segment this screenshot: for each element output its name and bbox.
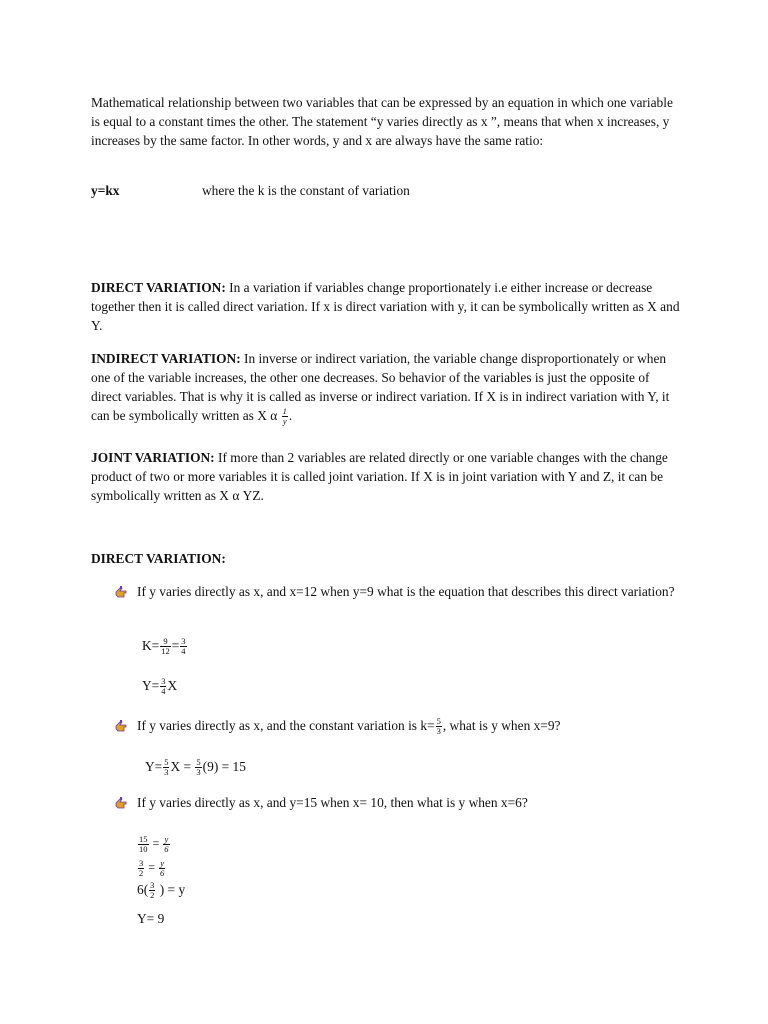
equals: =: [152, 836, 160, 850]
fraction: [163, 835, 169, 854]
fraction: [195, 758, 201, 777]
line-prefix: 6(: [137, 882, 149, 897]
hand-pointer-icon: [114, 585, 128, 599]
formula-note: where the k is the constant of variation: [202, 183, 410, 198]
fraction-denominator: 6: [160, 867, 165, 878]
fraction: [160, 677, 166, 696]
k-prefix: K=: [142, 638, 160, 653]
fraction-numerator: 1: [282, 406, 287, 417]
fraction-denominator: 4: [181, 646, 186, 657]
fraction-numerator: 15: [139, 833, 148, 844]
question-text: If y varies directly as x, and x=12 when y=9 what is the equation that describes this direct variation?: [137, 584, 675, 599]
fraction-denominator: 3: [196, 767, 201, 778]
joint-heading: JOINT VARIATION:: [91, 450, 215, 465]
fraction: [149, 881, 155, 900]
fraction: [163, 758, 169, 777]
example-1-k-equation: [142, 636, 188, 656]
fraction-denominator: 6: [164, 843, 169, 854]
fraction-numerator: 5: [164, 757, 169, 768]
fraction: [138, 835, 149, 854]
intro-text: Mathematical relationship between two variables that can be expressed by an equation in which one variable is equal to a constant times the other. The statement “y varies directly as x ”, means that when x increases, y increases by the same factor. In other words, y and x are always have the same ratio:: [91, 95, 673, 148]
fraction: [159, 859, 165, 878]
fraction-denominator: 10: [139, 843, 148, 854]
equals: =: [171, 638, 180, 653]
fraction-numerator: y: [164, 833, 169, 844]
fraction-denominator: 3: [164, 767, 169, 778]
intro-paragraph: [91, 93, 681, 150]
fraction: [436, 717, 442, 736]
indirect-fraction: [282, 407, 288, 426]
example-3-line-3: [137, 880, 185, 900]
fraction: [180, 637, 186, 656]
example-1-y-equation: [142, 676, 177, 696]
hand-pointer-icon: [114, 719, 128, 733]
question-text: If y varies directly as x, and y=15 when x= 10, then what is y when x=6?: [137, 795, 528, 810]
examples-heading: DIRECT VARIATION:: [91, 551, 226, 566]
fraction-numerator: 3: [139, 857, 144, 868]
line-suffix: ) = y: [156, 882, 186, 897]
equals: =: [148, 860, 156, 874]
example-2-answer: [145, 757, 246, 777]
fraction-numerator: 5: [436, 716, 441, 727]
question-text-end: , what is y when x=9?: [442, 718, 561, 733]
question-text: If y varies directly as x, and the constant variation is k=: [137, 718, 435, 733]
y-suffix: X: [167, 678, 178, 693]
fraction: [138, 859, 144, 878]
direct-definition: [91, 278, 681, 335]
fraction-numerator: 9: [160, 637, 171, 647]
fraction-denominator: 3: [436, 726, 441, 737]
example-1-question: [137, 582, 677, 601]
answer-prefix: Y=: [145, 759, 163, 774]
fraction-denominator: 2: [150, 890, 155, 901]
fraction-denominator: y: [282, 416, 287, 427]
example-3-line-1: [137, 833, 171, 854]
fraction-denominator: 2: [139, 867, 144, 878]
indirect-heading: INDIRECT VARIATION:: [91, 351, 241, 366]
fraction: [160, 637, 171, 656]
fraction-numerator: 3: [150, 880, 155, 891]
final-answer: Y= 9: [137, 911, 165, 926]
example-3-line-2: [137, 857, 166, 878]
fraction-denominator: 12: [161, 646, 170, 657]
fraction-numerator: 3: [161, 676, 166, 687]
fraction-numerator: 5: [196, 757, 201, 768]
indirect-text: In inverse or indirect variation, the variable change disproportionately or when one of the variable increases, the other one decreases. So behavior of the variables is just the opposite of direct variables. That is why it is called as inverse or indirect variation. If X is in indirect variation with Y, it can be symbolically written as X α: [91, 351, 670, 423]
fraction-numerator: 3: [181, 636, 186, 647]
formula-note-line: [202, 181, 410, 201]
direct-text: In a variation if variables change proportionately i.e either increase or decrease together then it is called direct variation. If x is direct variation with y, it can be symbolically written as X and Y.: [91, 280, 680, 333]
formula-line: [91, 181, 119, 201]
example-2-question: [137, 716, 677, 736]
indirect-definition: [91, 349, 681, 426]
indirect-end: .: [288, 408, 293, 423]
fraction-numerator: y: [160, 857, 165, 868]
example-3-question: [137, 793, 677, 812]
answer-end: (9) = 15: [202, 759, 246, 774]
formula: y=kx: [91, 183, 120, 198]
y-prefix: Y=: [142, 678, 160, 693]
fraction-denominator: 4: [161, 686, 166, 697]
joint-definition: [91, 448, 681, 505]
hand-pointer-icon: [114, 796, 128, 810]
direct-heading: DIRECT VARIATION:: [91, 280, 226, 295]
answer-middle: X =: [170, 759, 192, 774]
joint-text: If more than 2 variables are related directly or one variable changes with the change product of two or more variables it is called joint variation. If X is in joint variation with Y and Z, it can be symbolically written as X α YZ.: [91, 450, 668, 503]
example-3-answer: [137, 909, 164, 929]
